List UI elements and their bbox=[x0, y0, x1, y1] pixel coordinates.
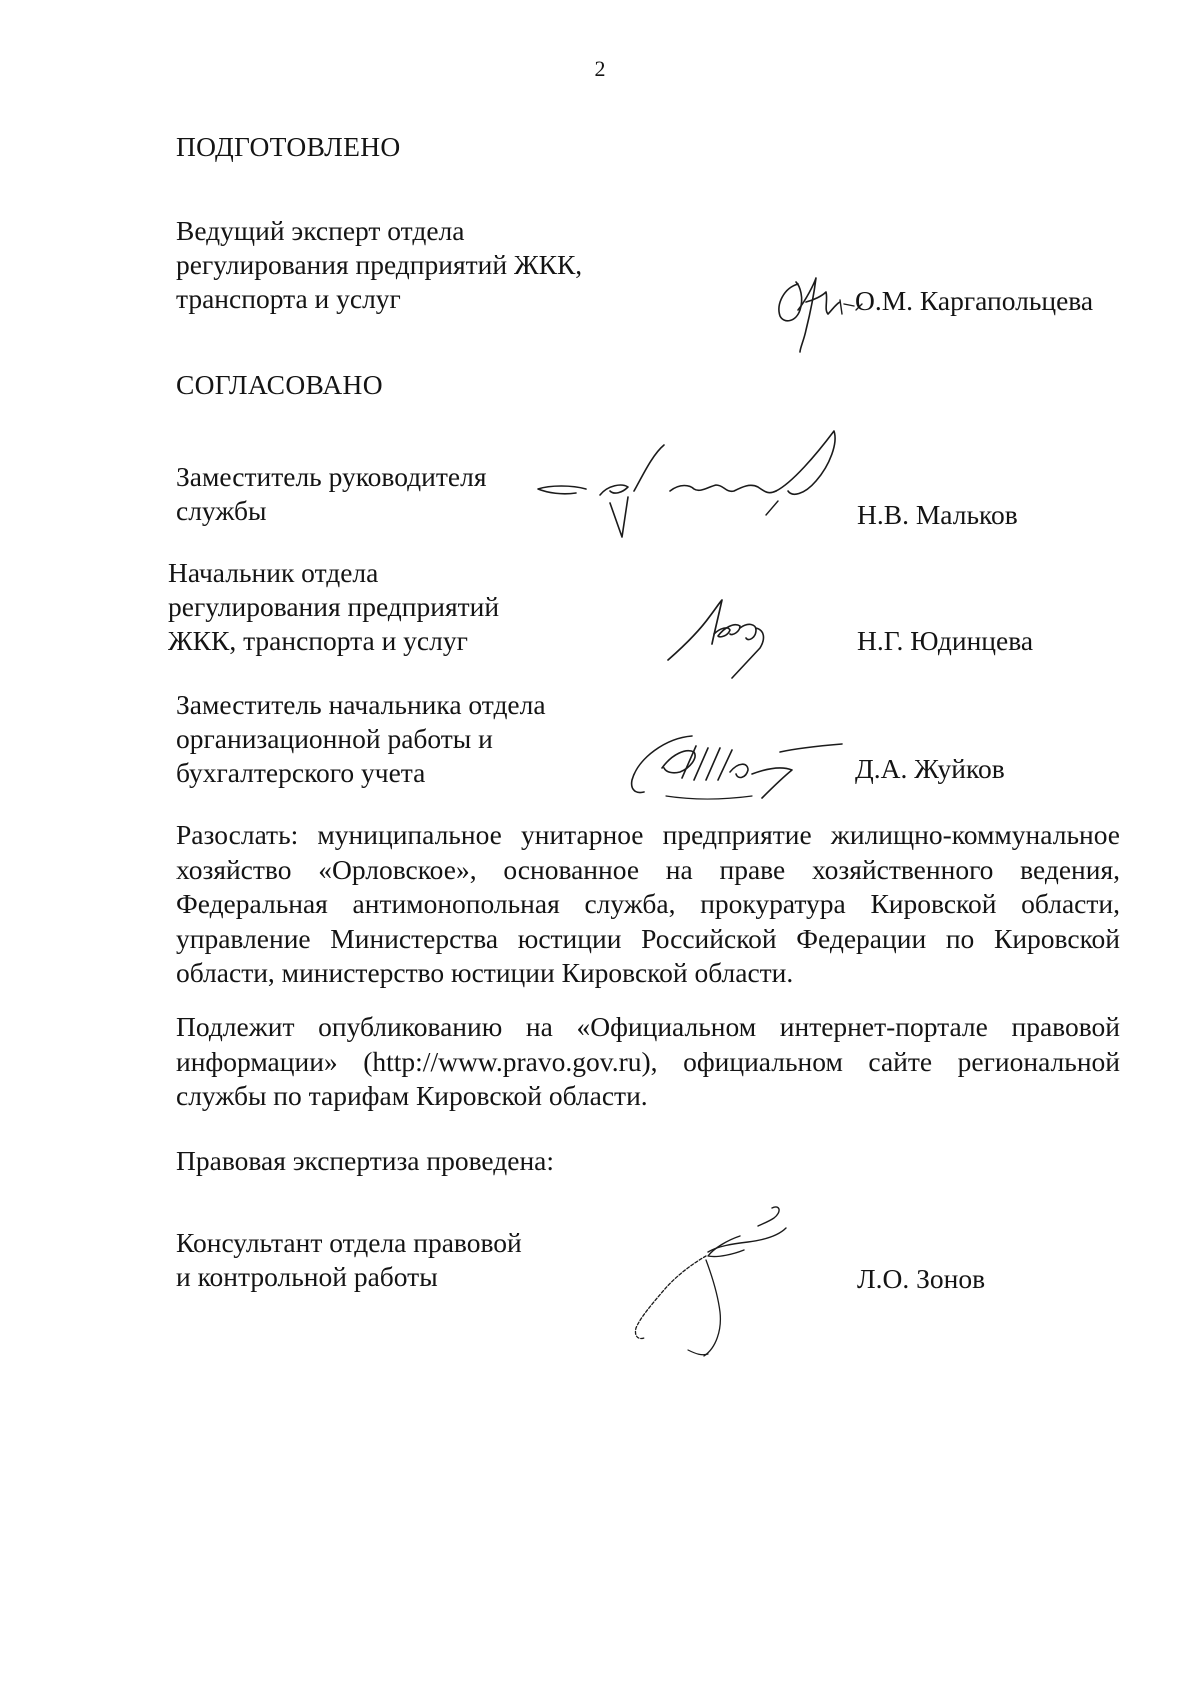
prepared-role bbox=[176, 214, 616, 316]
distribution-list: Разослать: муниципальное унитарное предприятие жилищно-коммунальное хозяйство «Орловское», основанное на праве хозяйственного ведения, Федеральная антимонопольная служба, прокуратура Кировской области, управление Министерства юстиции Российской Федерации по Кировской области, министерство юстиции Кировской области. bbox=[176, 819, 1120, 988]
role-line: регулирования предприятий ЖКК, bbox=[176, 249, 583, 280]
page-number: 2 bbox=[594, 56, 606, 81]
signatory-name-zhuykov: Д.А. Жуйков bbox=[855, 753, 1005, 784]
role-line: организационной работы и bbox=[176, 723, 493, 754]
legal-review-role bbox=[176, 1226, 616, 1294]
legal-review-name: Л.О. Зонов bbox=[857, 1263, 986, 1294]
role-line: Консультант отдела правовой bbox=[176, 1227, 522, 1258]
signatory-name-yudintseva: Н.Г. Юдинцева bbox=[857, 625, 1034, 656]
signature-yudintseva bbox=[660, 592, 790, 682]
signature-zonov bbox=[622, 1200, 812, 1370]
signature-zhuykov bbox=[622, 728, 852, 810]
role-line: транспорта и услуг bbox=[176, 283, 401, 314]
prepared-heading: ПОДГОТОВЛЕНО bbox=[176, 131, 401, 162]
role-line: и контрольной работы bbox=[176, 1261, 438, 1292]
role-line: службы bbox=[176, 495, 267, 526]
role-line: регулирования предприятий bbox=[168, 591, 500, 622]
legal-review-heading: Правовая экспертиза проведена: bbox=[176, 1145, 555, 1176]
role-line: Заместитель начальника отдела bbox=[176, 689, 546, 720]
signatory-name-malkov: Н.В. Мальков bbox=[857, 499, 1018, 530]
role-line: Заместитель руководителя bbox=[176, 461, 487, 492]
publication-note: Подлежит опубликованию на «Официальном интернет-портале правовой информации» (http://www.pravo.gov.ru), официальном сайте региональной службы по тарифам Кировской области. bbox=[176, 1011, 1120, 1111]
agreed-heading: СОГЛАСОВАНО bbox=[176, 369, 383, 400]
signatory-role-yudintseva bbox=[168, 556, 608, 658]
prepared-name: О.М. Каргапольцева bbox=[855, 285, 1094, 316]
signatory-role-zhuykov bbox=[176, 688, 616, 790]
role-line: Начальник отдела bbox=[168, 557, 379, 588]
role-line: ЖКК, транспорта и услуг bbox=[168, 625, 468, 656]
role-line: бухгалтерского учета bbox=[176, 757, 426, 788]
signature-malkov bbox=[530, 425, 870, 540]
role-line: Ведущий эксперт отдела bbox=[176, 215, 465, 246]
